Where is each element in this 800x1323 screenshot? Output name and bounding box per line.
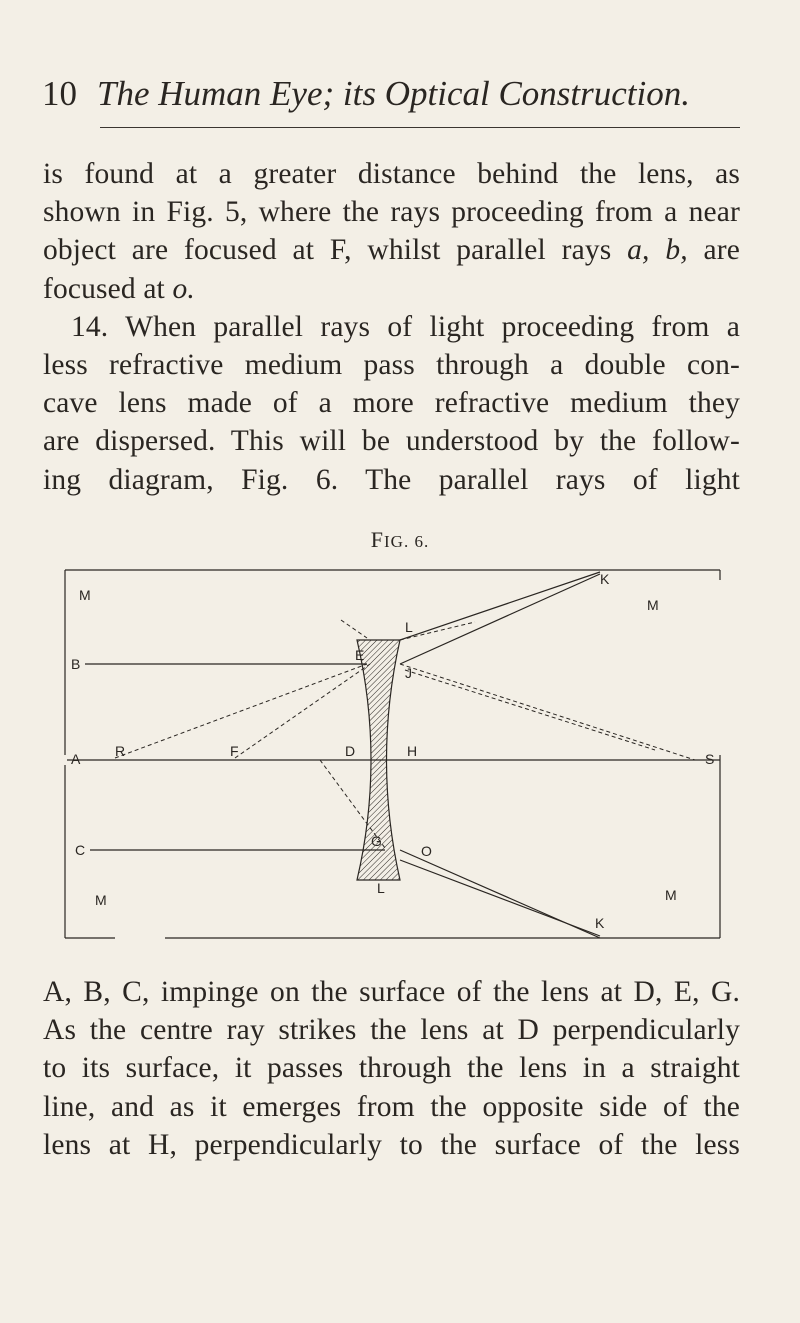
text-line: cave lens made of a more refractive medium they: [43, 387, 740, 420]
text-run: focused at: [43, 272, 173, 305]
figure-caption: [0, 527, 800, 553]
text-line: lens at H, perpendicularly to the surface of the less: [43, 1128, 740, 1161]
label-m-bottom-left: M: [95, 892, 107, 908]
label-d: D: [345, 743, 356, 759]
label-l-top: L: [405, 619, 413, 635]
label-f: F: [230, 743, 239, 759]
running-header: [42, 72, 742, 116]
label-b: B: [71, 656, 81, 672]
label-m-bottom-right: M: [665, 887, 677, 903]
text-line: 14. When parallel rays of light proceeding from a: [71, 310, 740, 343]
label-s: S: [705, 751, 715, 767]
label-j: J: [405, 665, 412, 681]
text-line: [43, 270, 740, 308]
refracted-rays: [400, 572, 600, 938]
page-number: 10: [42, 74, 77, 113]
text-line: to its surface, it passes through the lens in a straight: [43, 1052, 740, 1085]
caption-rest: IG. 6.: [384, 532, 430, 551]
italic-run: o.: [172, 272, 195, 305]
label-r: R: [115, 743, 126, 759]
text-run: are: [687, 234, 740, 267]
label-k-bottom: K: [595, 915, 605, 931]
label-o: O: [421, 843, 432, 859]
label-m-top-left: M: [79, 587, 91, 603]
text-line: ing diagram, Fig. 6. The parallel rays of light: [43, 463, 740, 496]
text-line: is found at a greater distance behind the lens, as: [43, 158, 740, 190]
paragraph-bottom: [43, 973, 740, 1164]
header-rule: [100, 127, 740, 128]
caption-initial: F: [370, 527, 385, 552]
label-c: C: [75, 842, 86, 858]
italic-run: a, b,: [627, 234, 688, 267]
text-line: line, and as it emerges from the opposite side of the: [43, 1090, 740, 1123]
label-m-top-right: M: [647, 597, 659, 613]
label-a: A: [71, 751, 81, 767]
text-line: [43, 231, 740, 269]
incident-rays: [67, 664, 720, 850]
text-line: As the centre ray strikes the lens at D perpendicularly: [43, 1014, 740, 1047]
text-line: less refractive medium pass through a double con-: [43, 349, 740, 382]
divergence-lines: [115, 620, 695, 848]
label-l-bottom: L: [377, 880, 385, 896]
lens-diagram: [55, 560, 735, 945]
text-line: A, B, C, impinge on the surface of the lens at D, E, G.: [43, 976, 740, 1008]
figure-frame: [65, 570, 720, 938]
paragraph-top: [43, 155, 740, 499]
label-e: E: [355, 647, 365, 663]
text-run: object are focused at F, whilst parallel rays: [43, 234, 628, 267]
text-line: shown in Fig. 5, where the rays proceeding from a near: [43, 196, 740, 229]
running-title: The Human Eye; its Optical Construction.: [97, 74, 691, 113]
label-g: G: [371, 833, 382, 849]
label-h: H: [407, 743, 418, 759]
label-k-top: K: [600, 571, 610, 587]
text-line: are dispersed. This will be understood by the follow-: [43, 425, 740, 458]
